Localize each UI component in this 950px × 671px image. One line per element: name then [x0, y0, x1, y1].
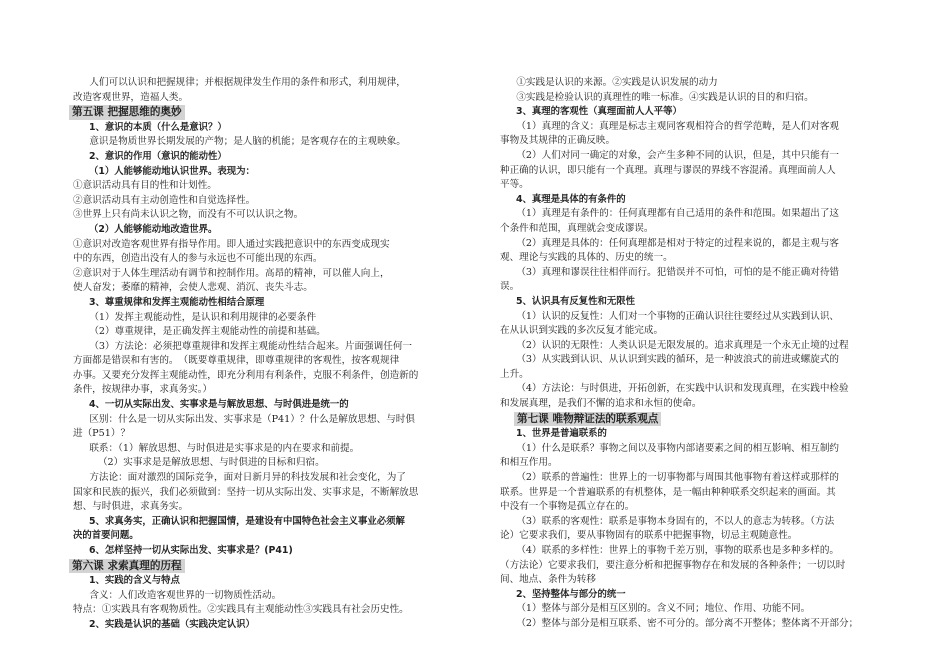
- section-heading: 2、实践是认识的基础（实践决定认识）: [88, 618, 255, 630]
- text-line: （1）整体与部分是相互区别的。含义不同；地位、作用、功能不同。: [516, 603, 811, 615]
- text-line: 意识是物质世界长期发展的产物；是人脑的机能；是客观存在的主观映象。: [89, 136, 406, 148]
- text-line: （3）从实践到认识、从认识到实践的循环，是一种波浪式的前进或螺旋式的: [516, 354, 840, 366]
- text-line: （1）认识的反复性：人们对一个事物的正确认识往往要经过从实践到认识、: [516, 310, 840, 322]
- text-line: （2）真理是具体的：任何真理都是相对于特定的过程来说的，都是主观与客: [516, 237, 840, 249]
- text-line: 含义：人们改造客观世界的一切物质性活动。: [89, 589, 282, 601]
- text-line: 论）它要求我们，要从事物固有的联系中把握事物，切忌主观随意性。: [500, 530, 798, 542]
- text-line: （1）真理的含义：真理是标志主观同客观相符合的哲学范畴，是人们对客观: [516, 120, 840, 132]
- text-line: （3）联系的客观性：联系是事物本身固有的，不以人的意志为转移。（方法: [516, 515, 835, 527]
- text-line: ②意识活动具有主动创造性和自觉选择性。: [73, 194, 256, 206]
- text-line: ③世界上只有尚未认识之物，而没有不可以认识之物。: [73, 209, 304, 221]
- text-line: ①意识活动具有目的性和计划性。: [73, 180, 217, 192]
- text-line: 和发展真理，是我们不懈的追求和永恒的使命。: [500, 398, 702, 410]
- text-line: 联系：（1）解放思想、与时俱进是实事求是的内在要求和前提。: [89, 442, 360, 454]
- lesson-heading: [73, 105, 470, 121]
- text-line: 间、地点、条件为转移: [500, 574, 596, 586]
- text-line: 特点：①实践具有客观物质性。②实践具有主观能动性③实践具有社会历史性。: [73, 604, 409, 616]
- section-heading: 3、尊重规律和发挥主观能动性相结合原理: [88, 296, 265, 308]
- text-line: 事物及其规律的正确反映。: [500, 135, 616, 147]
- text-line: 人们可以认识和把握规律；并根据规律发生作用的条件和形式，利用规律，: [89, 77, 406, 88]
- section-heading: 3、真理的客观性（真理面前人人平等）: [515, 106, 682, 118]
- text-line: ①意识对改造客观世界有指导作用。即人通过实践把意识中的东西变成现实: [73, 238, 390, 250]
- text-line: 和相互作用。: [500, 457, 558, 469]
- section-heading: 2、坚持整体与部分的统一: [515, 588, 626, 600]
- section-heading: 1、意识的本质（什么是意识？）: [88, 121, 227, 133]
- lesson-heading: [73, 559, 470, 575]
- text-line: （1）发挥主观能动性，是认识和利用规律的必要条件: [89, 311, 317, 323]
- text-line: 方法论：面对激烈的国际竞争，面对日新月异的科技发展和社会变化，为了: [89, 472, 406, 484]
- text-line: ①实践是认识的来源。②实践是认识发展的动力: [516, 77, 718, 88]
- text-line: （2）人们对同一确定的对象，会产生多种不同的认识，但是，其中只能有一: [516, 149, 840, 161]
- section-heading: 4、真理是具体的有条件的: [515, 193, 626, 205]
- text-line: ③实践是检验认识的真理性的唯一标准。④实践是认识的目的和归宿。: [516, 91, 814, 103]
- left-column: [73, 76, 470, 633]
- text-line: （4）联系的多样性：世界上的事物千差万别，事物的联系也是多种多样的。: [516, 545, 840, 556]
- text-line: 联系。世界是一个普遍联系的有机整体，是一幅由种种联系交织起来的画面。其: [500, 486, 836, 498]
- lesson-title: 第五课 把握思维的奥妙: [69, 105, 185, 120]
- text-line: （4）方法论：与时俱进，开拓创新，在实践中认识和发现真理，在实践中检验: [516, 383, 849, 395]
- text-line: 中的东西，创造出没有人的参与永远也不可能出现的东西。: [73, 253, 323, 265]
- text-line: 国家和民族的振兴，我们必须做到：坚持一切从实际出发、实事求是，不断解放思: [73, 486, 419, 498]
- text-line: 条件，按规律办事，求真务实。）: [73, 384, 213, 396]
- text-line: （1）什么是联系？事物之间以及事物内部诸要素之间的相互影响、相互制约: [516, 442, 840, 454]
- text-line: （方法论）它要求我们，要注意分析和把握事物存在和发展的各种条件；一切以时: [500, 559, 846, 571]
- text-line: 误。: [500, 281, 520, 293]
- text-line: 在从认识到实践的多次反复才能完成。: [500, 325, 664, 337]
- section-heading: （1）人能够能动地认识世界。表现为：: [88, 165, 255, 177]
- section-heading: 5、认识具有反复性和无限性: [515, 295, 635, 307]
- text-line: （1）真理是有条件的：任何真理都有自己适用的条件和范围。如果超出了这: [516, 208, 840, 220]
- text-line: ②意识对于人体生理活动有调节和控制作用。高昂的精神，可以催人向上，: [73, 267, 390, 279]
- text-line: 观、理论与实践的具体的、历史的统一。: [500, 252, 673, 264]
- text-line: 中没有一个事物是孤立存在的。: [500, 501, 635, 513]
- section-heading: （2）人能够能动地改造世界。: [88, 223, 218, 235]
- text-line: 进（P51）？: [73, 428, 131, 440]
- text-line: 区别：什么是一切从实际出发、实事求是（P41）？什么是解放思想、与时俱: [89, 413, 415, 425]
- section-heading: 1、实践的含义与特点: [88, 575, 180, 587]
- section-heading: 1、世界是普遍联系的: [515, 428, 607, 440]
- text-line: （3）真理和谬误往往相伴而行。犯错误并不可怕，可怕的是不能正确对待错: [516, 266, 840, 278]
- right-column: [500, 76, 900, 632]
- lesson-title: 第六课 求索真理的历程: [69, 559, 185, 574]
- section-heading: 4、一切从实际出发、实事求是与解放思想、与时俱进是统一的: [88, 399, 349, 411]
- text-line: 种正确的认识，即只能有一个真理。真理与谬误的界线不容混淆。真理面前人人: [500, 164, 836, 176]
- text-line: （2）认识的无限性：人类认识是无限发展的。追求真理是一个永无止境的过程: [516, 339, 849, 351]
- text-line: （2）整体与部分是相互联系、密不可分的。部分离不开整体；整体离不开部分；: [516, 617, 859, 629]
- text-line: 平等。: [500, 179, 529, 191]
- lesson-heading: [500, 412, 900, 428]
- section-heading: 决的首要问题。: [73, 530, 139, 542]
- section-heading: 5、求真务实，正确认识和把握国情，是建设有中国特色社会主义事业必须解: [88, 515, 405, 527]
- text-line: 使人奋发；萎靡的精神，会使人悲观、消沉、丧失斗志。: [73, 282, 313, 294]
- text-line: 办事。又要充分发挥主观能动性，即充分利用有利条件，克服不利条件，创造新的: [73, 369, 419, 381]
- text-line: （2）实事求是是解放思想、与时俱进的目标和归宿。: [97, 457, 325, 469]
- text-line: （2）尊重规律，是正确发挥主观能动性的前提和基础。: [89, 326, 326, 338]
- text-line: 方面都是错误和有害的。 （既要尊重规律，即尊重规律的客观性，按客观规律: [73, 355, 400, 367]
- section-heading: 6、怎样坚持一切从实际出发、实事求是？(P41): [88, 545, 293, 556]
- text-line: （3）方法论：必须把尊重规律和发挥主观能动性结合起来。片面强调任何一: [89, 340, 413, 352]
- section-heading: 2、意识的作用（意识的能动性）: [88, 150, 227, 162]
- text-line: 上升。: [500, 368, 529, 380]
- text-line: 个条件和范围，真理就会变成谬误。: [500, 222, 654, 234]
- text-line: 想、与时俱进，求真务实。: [73, 501, 189, 513]
- text-line: （2）联系的普遍性：世界上的一切事物都与周围其他事物有着这样或那样的: [516, 472, 840, 484]
- lesson-title: 第七课 唯物辩证法的联系观点: [514, 412, 661, 427]
- text-line: 改造客观世界，造福人类。: [73, 91, 189, 103]
